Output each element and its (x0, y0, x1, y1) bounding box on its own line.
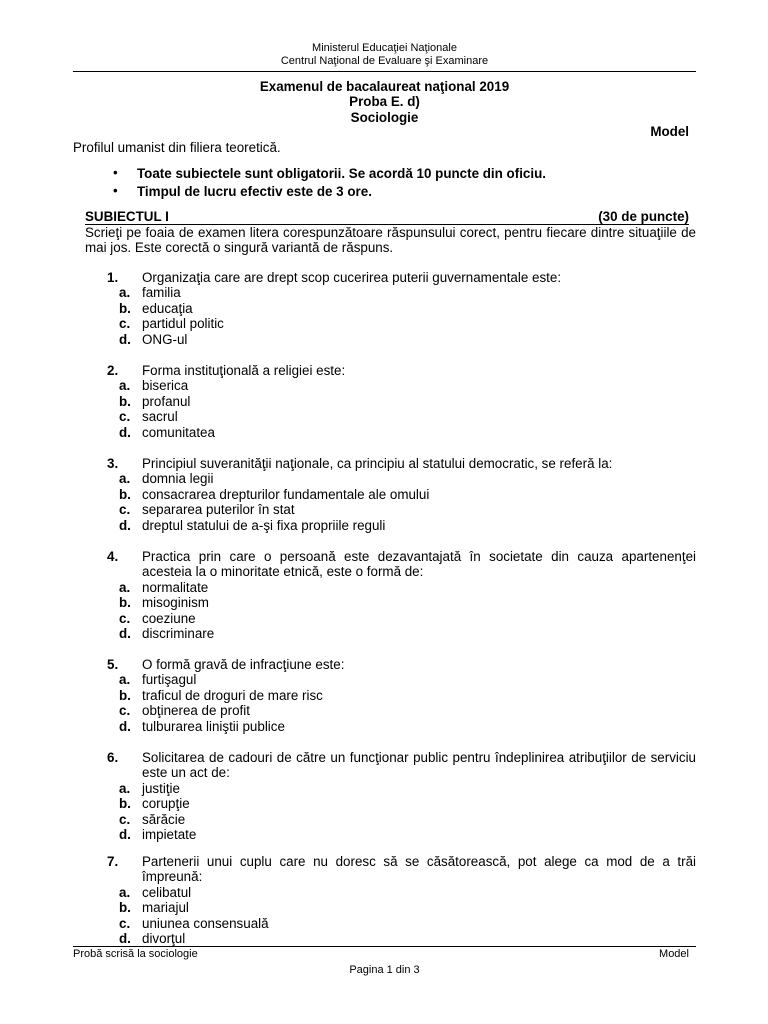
exam-page (73, 0, 696, 1024)
answer-option: c. sărăcie (119, 811, 186, 827)
page-number: Pagina 1 din 3 (349, 964, 420, 976)
answer-option: d. divorţul (119, 930, 186, 946)
answer-option: b. educaţia (119, 300, 193, 316)
answer-option: b. consacrarea drepturilor fundamentale ale omului (119, 486, 430, 502)
answer-option: b. corupţie (119, 796, 190, 812)
profile-text: Profilul umanist din filiera teoretică. (73, 140, 281, 155)
question-3 (107, 456, 696, 533)
header-divider (73, 71, 696, 72)
question-1 (107, 270, 696, 347)
answer-option: a. furtişagul (119, 672, 197, 688)
answer-option: d. impietate (119, 826, 197, 842)
question-5 (107, 657, 696, 734)
answer-option: c. sacrul (119, 409, 178, 425)
bullet-icon: • (113, 183, 118, 198)
subject-instructions: Scrieţi pe foaia de examen litera corespunzătoare răspunsului corect, pentru fiecare dintre situaţiile de mai jos. Este corectă o singură variantă de răspuns. (85, 225, 696, 256)
answer-option: d. tulburarea liniştii publice (119, 718, 285, 734)
exam-title-block (73, 79, 696, 125)
answer-option: c. uniunea consensuală (119, 915, 269, 931)
subject-points: (30 de puncte) (598, 209, 689, 224)
subject-heading (85, 209, 689, 225)
rules-list (113, 166, 546, 202)
question-text: O formă gravă de infracţiune este: (142, 657, 345, 672)
answer-option: a. biserica (119, 378, 189, 394)
rule-item: • Toate subiectele sunt obligatorii. Se acordă 10 puncte din oficiu. (113, 165, 546, 181)
exam-title: Examenul de bacalaureat naţional 2019 (259, 79, 510, 94)
answer-option: c. obţinerea de profit (119, 703, 250, 719)
answer-option: b. misoginism (119, 595, 209, 611)
answer-option: b. traficul de droguri de mare risc (119, 687, 323, 703)
answer-option: c. partidul politic (119, 316, 224, 332)
question-text: Partenerii unui cuplu care nu doresc să se căsătorească, pot alege ca mod de a trăi împreună: (142, 854, 696, 885)
subject-title: SUBIECTUL I (85, 209, 169, 224)
question-text: Principiul suveranităţii naţionale, ca principiu al statului democratic, se referă la: (142, 456, 613, 471)
question-text: Solicitarea de cadouri de către un funcţionar public pentru îndeplinirea atribuţiilor de serviciu este un act de: (142, 750, 696, 781)
question-number: 7. (107, 854, 119, 869)
question-number: 6. (107, 750, 119, 765)
answer-option: a. normalitate (119, 579, 209, 595)
answer-option: c. separarea puterilor în stat (119, 502, 295, 518)
footer-model-label: Model (659, 948, 689, 960)
exam-subject: Sociologie (350, 109, 419, 125)
question-4 (107, 549, 696, 641)
ministry-name: Ministerul Educaţiei Naţionale (312, 42, 457, 54)
answer-option: c. coeziune (119, 610, 196, 626)
answer-option: a. celibatul (119, 884, 192, 900)
answer-option: b. profanul (119, 393, 191, 409)
question-number: 5. (107, 657, 119, 672)
answer-option: b. mariajul (119, 900, 189, 916)
answer-option: a. familia (119, 285, 181, 301)
center-name: Centrul Naţional de Evaluare şi Examinare (280, 55, 489, 67)
question-number: 4. (107, 549, 119, 564)
answer-option: d. discriminare (119, 625, 215, 641)
question-7 (107, 854, 696, 946)
question-6 (107, 750, 696, 842)
answer-option: d. dreptul statului de a-şi fixa propriile reguli (119, 517, 386, 533)
question-text: Organizaţia care are drept scop cucerirea puterii guvernamentale este: (142, 270, 562, 285)
model-label: Model (650, 124, 689, 139)
question-text: Forma instituţională a religiei este: (142, 363, 346, 378)
question-number: 1. (107, 270, 119, 285)
question-number: 2. (107, 363, 119, 378)
answer-option: a. justiţie (119, 780, 180, 796)
answer-option: a. domnia legii (119, 471, 214, 487)
exam-proba: Proba E. d) (349, 94, 420, 110)
footer-exam-name: Probă scrisă la sociologie (73, 948, 198, 960)
answer-option: d. comunitatea (119, 424, 215, 440)
question-text: Practica prin care o persoană este dezavantajată în societate din cauza apartenenţei acesteia la o minoritate etnică, este o formă de: (142, 549, 696, 580)
institution-header (73, 42, 696, 68)
bullet-icon: • (113, 165, 118, 180)
rule-item: • Timpul de lucru efectiv este de 3 ore. (113, 183, 372, 199)
question-number: 3. (107, 456, 119, 471)
question-2 (107, 363, 696, 440)
answer-option: d. ONG-ul (119, 331, 188, 347)
